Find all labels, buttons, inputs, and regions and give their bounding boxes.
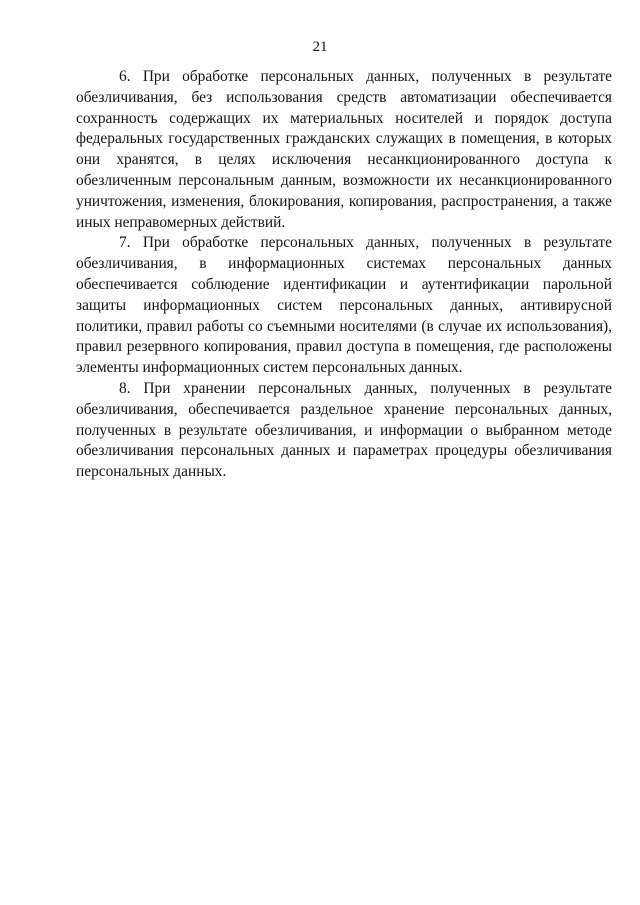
document-body <box>76 67 612 483</box>
paragraph-6: 6. При обработке персональных данных, полученных в результате обезличивания, без использования средств автоматизации обеспечивается сохранность содержащих их материальных носителей и порядок доступа федеральных государственных гражданских служащих в помещения, в которых они хранятся, в целях исключения несанкционированного доступа к обезличенным персональным данным, возможности их несанкционированного уничтожения, изменения, блокирования, копирования, распространения, а также иных неправомерных действий. <box>76 68 612 231</box>
paragraph-8: 8. При хранении персональных данных, полученных в результате обезличивания, обеспечивается раздельное хранение персональных данных, полученных в результате обезличивания, и информации о выбранном методе обезличивания персональных данных и параметрах процедуры обезличивания персональных данных. <box>76 379 612 481</box>
page-number: 21 <box>312 39 328 55</box>
paragraph-7: 7. При обработке персональных данных, полученных в результате обезличивания, в информационных системах персональных данных обеспечивается соблюдение идентификации и аутентификации парольной защиты информационных систем персональных данных, антивирусной политики, правил работы со съемными носителями (в случае их использования), правил резервного копирования, правил доступа в помещения, где расположены элементы информационных систем персональных данных. <box>76 234 612 377</box>
